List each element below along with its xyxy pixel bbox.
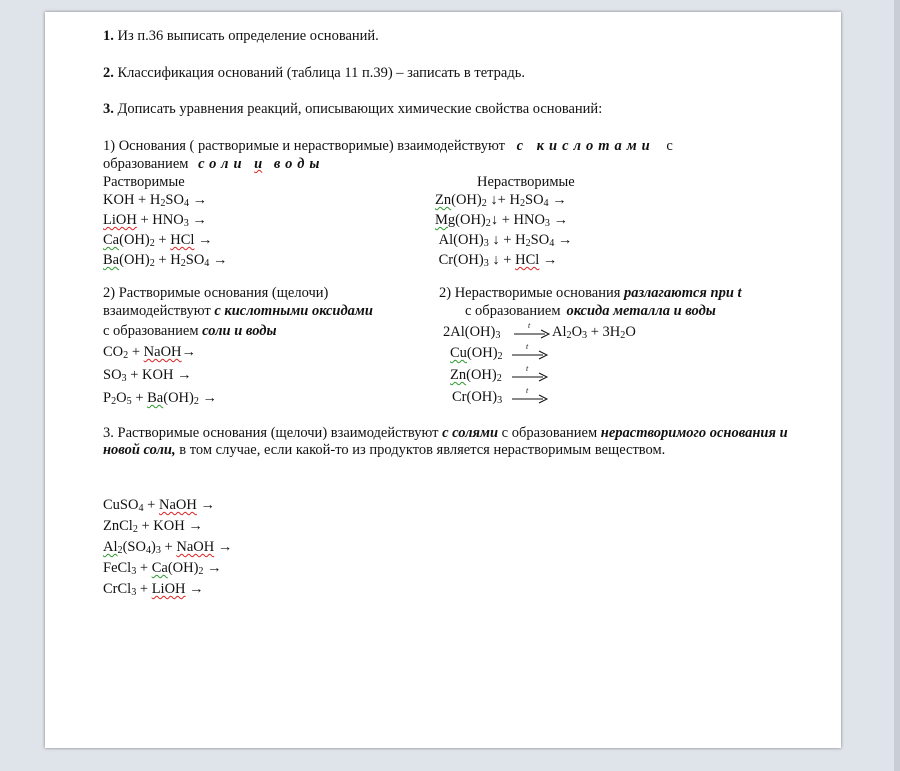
equation: LiOH + $HNO_3$ → xyxy=(103,212,207,229)
heat-arrow: t xyxy=(514,325,551,341)
decomposition-equation-3: $Zn(OH)_2$ xyxy=(450,367,502,384)
decomposition-equation-2: $Cu(OH)_2$ xyxy=(450,345,503,362)
equation: $CO_2$ + NaOH→ xyxy=(103,344,197,361)
equation: $Cr(OH)_3$ ↓ + HCl → xyxy=(435,252,558,269)
property-1-line-1: 1) Основания ( растворимые и нерастворимые) взаимодействуют с кислотами с xyxy=(103,138,673,154)
property-3-text: 3. Растворимые основания (щелочи) взаимодействуют с солями с образованием нерастворимого основания и новой соли, в том случае, если какой-то из продуктов является нерастворимым веществом. xyxy=(103,425,788,458)
property-2-title: 2) Растворимые основания (щелочи) xyxy=(103,285,329,301)
soluble-equations xyxy=(103,192,227,272)
property-2-line-3: с образованием соли и воды xyxy=(103,323,277,339)
equation: FeCl$_3$ + $Ca(OH)_2$ → xyxy=(103,560,222,577)
arrow-icon xyxy=(512,372,549,382)
decomposition-equation-1: $2Al(OH)_3$ xyxy=(443,324,501,341)
decomposition-products: $Al_2O_3 + 3H_2O$ xyxy=(552,324,636,341)
arrow-icon xyxy=(512,350,549,360)
task-2: 2. Классификация оснований (таблица 11 п.39) – записать в тетрадь. xyxy=(103,65,525,81)
equation: KOH + $H_2SO_4$ → xyxy=(103,192,208,209)
task-1: 1. Из п.36 выписать определение оснований. xyxy=(103,28,379,44)
insoluble-equations xyxy=(435,192,572,272)
property-1-line-2: образованием соли и воды xyxy=(103,156,325,172)
decomposition-equation-4: $Cr(OH)_3$ xyxy=(452,389,503,406)
heat-arrow: t xyxy=(512,346,549,362)
heat-arrow: t xyxy=(512,368,549,384)
equation: $Al(OH)_3$ ↓ + $H_2SO_4$ → xyxy=(435,232,573,249)
decomposition-line-2: с образованием оксида металла и воды xyxy=(465,303,716,319)
arrow-icon xyxy=(514,329,551,339)
equation: $Zn(OH)_2$ ↓+ $H_2SO_4$ → xyxy=(435,192,567,209)
equation: CuSO$_4$ + NaOH → xyxy=(103,497,215,514)
decomposition-title: 2) Нерастворимые основания разлагаются при t xyxy=(439,285,742,301)
vertical-scrollbar[interactable] xyxy=(894,0,900,771)
document-page xyxy=(45,12,841,748)
equation: ZnCl$_2$ + KOH → xyxy=(103,518,203,535)
arrow-icon xyxy=(512,394,549,404)
equation: $SO_3$ + KOH → xyxy=(103,367,192,384)
equation: $P_2O_5 + Ba(OH)_2$ → xyxy=(103,390,218,407)
acid-oxide-equations xyxy=(103,344,217,410)
insoluble-header: Нерастворимые xyxy=(477,174,575,190)
soluble-header: Растворимые xyxy=(103,174,185,190)
equation: $Ca(OH)_2$ + HCl → xyxy=(103,232,213,249)
equation: $Ba(OH)_2 + H_2SO_4$ → xyxy=(103,252,228,269)
task-3: 3. Дописать уравнения реакций, описывающих химические свойства оснований: xyxy=(103,101,603,117)
equation: $Mg(OH)_2↓ + HNO_3$ → xyxy=(435,212,569,229)
property-2-line-2: взаимодействуют с кислотными оксидами xyxy=(103,303,373,319)
salt-equations xyxy=(103,497,232,601)
equation: CrCl$_3$ + LiOH → xyxy=(103,581,204,598)
heat-arrow: t xyxy=(512,390,549,406)
equation: $Al_2(SO_4)_3$ + NaOH → xyxy=(103,539,233,556)
